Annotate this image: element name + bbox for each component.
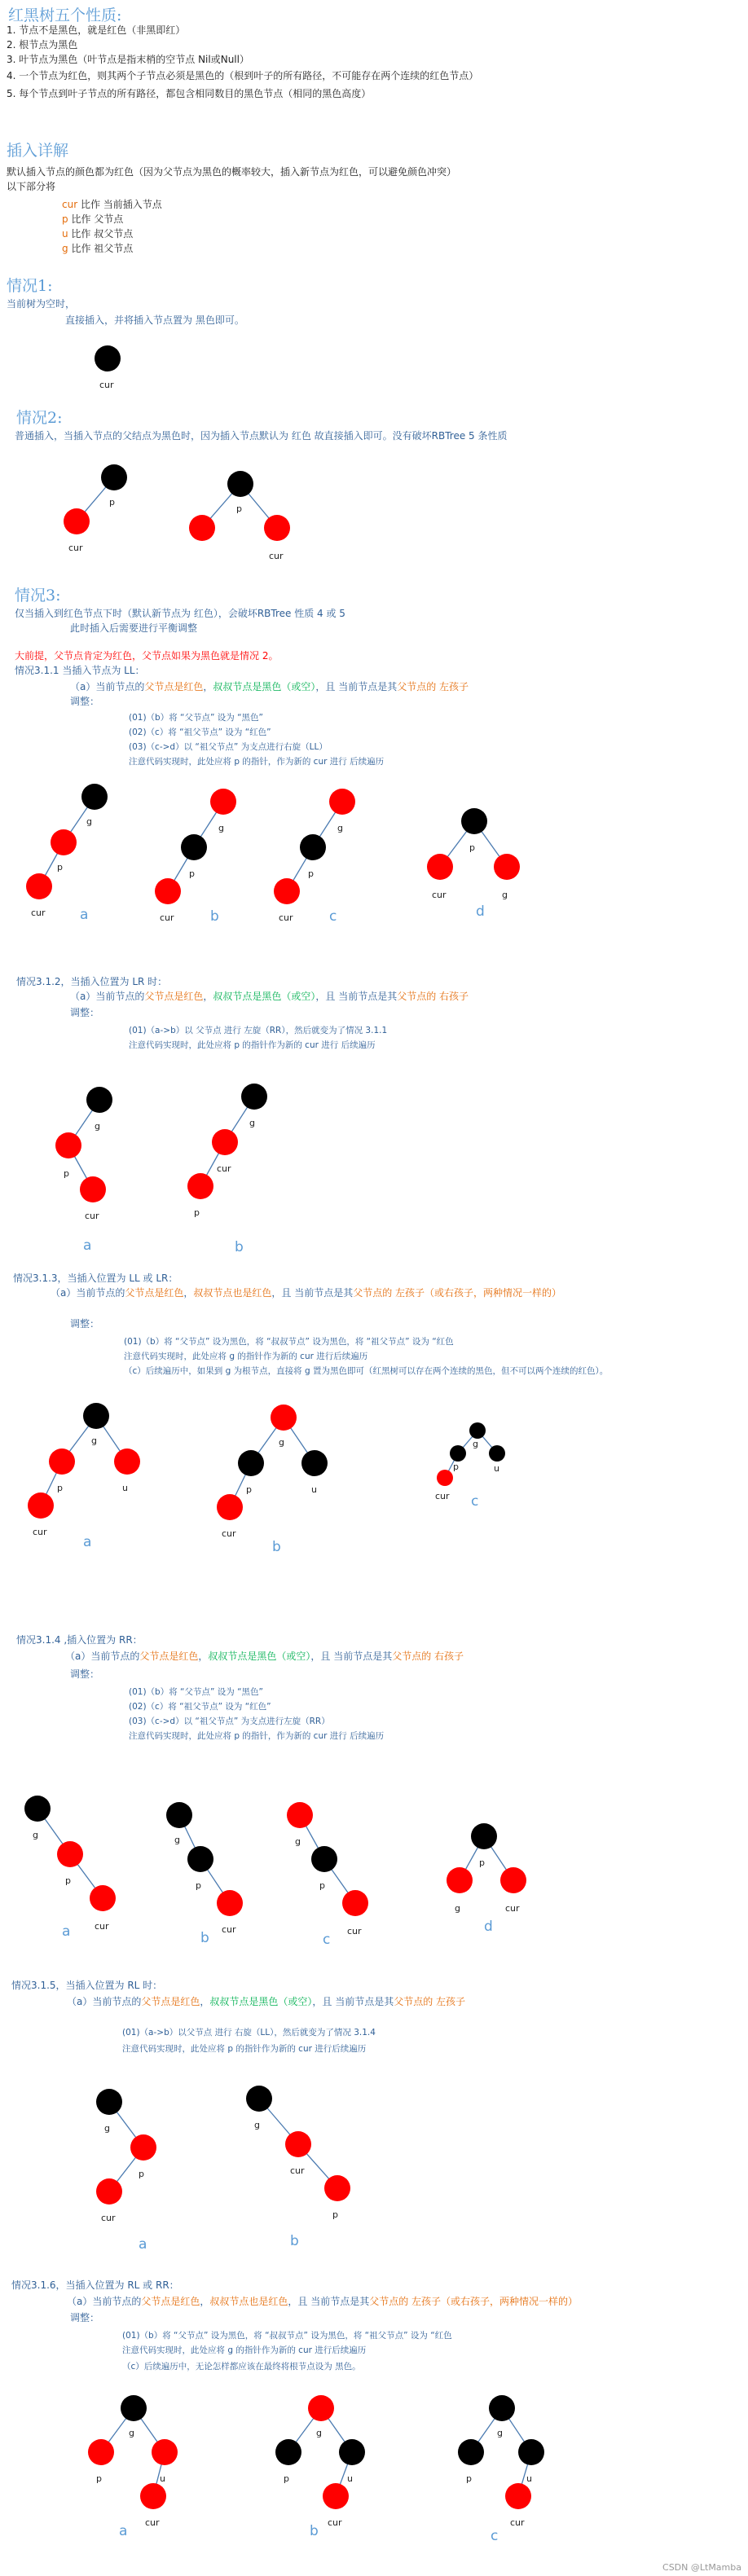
case2-tree-left [64,464,127,553]
node-label: u [311,1484,317,1495]
node-label: cur [101,2213,116,2223]
case1-line: 当前树为空时， [7,298,76,310]
tree-node [217,1890,243,1916]
case311-tree-c [274,789,355,925]
diagram-tag: a [83,1237,92,1254]
node-label: g [249,1118,255,1128]
case315-condition: （a）当前节点的父节点是红色，叔叔节点是黑色（或空），且 当前节点是其父节点的 左孩子 [67,1996,466,2007]
tree-node [227,471,253,497]
node-label: p [236,503,242,514]
node-label: cur [435,1491,450,1501]
case315-head: 情况3.1.5，当插入位置为 RL 时： [11,1980,163,1991]
property-item: 5. 每个节点到叶子节点的所有路径，都包含相同数目的黑色节点（相同的黑色高度） [7,88,372,99]
property-item: 3. 叶节点为黑色（叶节点是指末梢的空节点 Nil或Null） [7,54,249,65]
legend-item: p 比作 父节点 [62,213,124,225]
insert-line: 默认插入节点的颜色都为红色（因为父节点为黑色的概率较大，插入新节点为红色，可以避免颜色冲突） [7,166,457,178]
case312-step: (01)（a->b）以 父节点 进行 左旋（RR），然后就变为了情况 3.1.1 [129,1026,388,1035]
case313-note: 注意代码实现时，此处应将 g 的指针作为新的 cur 进行后续遍历 [124,1352,368,1361]
diagram-tag: a [80,907,89,923]
node-label: p [332,2209,338,2220]
node-label: g [174,1835,180,1845]
node-label: p [479,1857,485,1868]
tree-node [212,1129,238,1155]
case3-premise: 大前提，父节点肯定为红色，父节点如果为黑色就是情况 2。 [15,650,279,662]
tree-node [64,508,90,534]
node-label: p [453,1462,459,1472]
diagram-tag: c [323,1932,331,1948]
tree-node [308,2395,334,2421]
node-label: cur [160,912,174,923]
case316-tree-c [458,2395,544,2544]
case314-tree-a [24,1796,116,1940]
case316-tree-a [88,2395,178,2539]
case314-step: (01)（b）将 “父节点” 设为 “黑色” [129,1687,263,1697]
node-label: p [196,1880,201,1891]
case311-adjust-label: 调整： [70,696,100,707]
tree-node [96,2089,122,2115]
tree-node [489,1445,505,1462]
case313-tree-b [217,1404,328,1555]
diagram-tag: b [272,1539,281,1555]
case315-tree-b [246,2086,350,2249]
case314-adjust-label: 调整： [70,1668,100,1680]
tree-node [24,1796,51,1822]
case312-tree-b [187,1084,267,1255]
tree-node [80,1176,106,1202]
node-label: cur [145,2517,160,2528]
tree-node [238,1450,264,1476]
node-label: cur [432,890,447,900]
case312-head: 情况3.1.2，当插入位置为 LR 时： [16,976,168,987]
tree-node [81,784,108,810]
tree-node [271,1404,297,1431]
tree-node [323,2483,349,2509]
case311-tree-a [26,784,108,923]
node-label: cur [279,912,293,923]
case313-tree-a [28,1403,140,1550]
node-label: g [316,2428,322,2438]
case312-note: 注意代码实现时，此处应将 p 的指针作为新的 cur 进行 后续遍历 [129,1040,376,1050]
case313-condition: （a）当前节点的父节点是红色，叔叔节点也是红色，且 当前节点是其父节点的 左孩子（或右孩子，两种情况一样的） [51,1287,562,1299]
tree-node [101,464,127,490]
node-label: p [284,2473,289,2484]
tree-node [130,2134,156,2161]
node-label: p [246,1484,252,1495]
tree-node [301,1450,328,1476]
tree-node [26,873,52,899]
tree-node [489,2395,515,2421]
tree-node [427,854,453,880]
tree-node [339,2439,365,2465]
tree-node [152,2439,178,2465]
tree-node [275,2439,301,2465]
node-label: g [337,823,343,833]
node-label: g [104,2123,110,2134]
case311-condition: （a）当前节点的父节点是红色，叔叔节点是黑色（或空），且 当前节点是其父节点的 左孩子 [70,681,469,692]
tree-node [300,834,326,860]
case311-head: 情况3.1.1 当插入节点为 LL： [15,665,145,676]
tree-node [28,1492,54,1519]
node-label: p [189,868,195,879]
diagram-tag: b [235,1239,244,1255]
diagram-tag: d [484,1919,493,1935]
tree-node [96,2178,122,2205]
tree-node [274,878,300,904]
case316-tree-b [275,2395,365,2539]
node-label: g [295,1836,301,1847]
node-label: cur [68,543,83,553]
node-label: u [347,2473,353,2484]
node-label: g [473,1439,478,1449]
case311-note: 注意代码实现时，此处应将 p 的指针，作为新的 cur 进行 后续遍历 [129,757,385,767]
node-label: g [254,2120,260,2130]
node-label: p [109,497,115,508]
tree-node [189,515,215,541]
case3-line: 此时插入后需要进行平衡调整 [70,622,198,634]
tree-node [471,1823,497,1849]
tree-node [140,2483,166,2509]
tree-node [342,1890,368,1916]
tree-node [287,1802,313,1828]
diagram-tag: b [290,2233,299,2249]
tree-node [264,515,290,541]
node-label: cur [269,551,284,561]
node-label: cur [95,1921,109,1932]
tree-node [461,808,487,834]
property-item: 1. 节点不是黑色，就是红色（非黑即红） [7,24,186,36]
case316-condition: （a）当前节点的父节点是红色，叔叔节点也是红色，且 当前节点是其父节点的 左孩子（或右孩子，两种情况一样的） [67,2296,579,2307]
node-label: u [160,2473,165,2484]
tree-node [518,2439,544,2465]
tree-node [210,789,236,815]
node-label: p [466,2473,472,2484]
tree-node [469,1422,486,1439]
node-label: g [33,1830,38,1840]
tree-node [187,1173,213,1199]
tree-node [181,834,207,860]
tree-node [83,1403,109,1429]
property-item: 4. 一个节点为红色，则其两个子节点必须是黑色的（根到叶子的所有路径，不可能存在两个连续的红色节点） [7,70,479,81]
tree-node [447,1867,473,1893]
case2-line: 普通插入，当插入节点的父结点为黑色时，因为插入节点默认为 红色 故直接插入即可。没有破坏RBTree 5 条性质 [15,430,508,442]
node-label: g [86,816,92,827]
tree-node [324,2175,350,2201]
node-label: cur [328,2517,342,2528]
case314-head: 情况3.1.4 ,插入位置为 RR： [16,1634,143,1646]
case313-tree-c [435,1422,505,1510]
node-label: p [96,2473,102,2484]
case314-tree-b [166,1802,243,1946]
tree-node [95,345,121,371]
tree-node [458,2439,484,2465]
diagram-tag: d [476,903,485,920]
tree-node [155,878,181,904]
node-label: p [57,1483,63,1493]
case1-title: 情况1: [7,277,53,295]
tree-node [88,2439,114,2465]
node-label: u [122,1483,128,1493]
diagram-tag: a [119,2523,128,2539]
tree-node [55,1132,81,1158]
node-label: p [308,868,314,879]
node-label: p [319,1880,325,1891]
case316-head: 情况3.1.6，当插入位置为 RL 或 RR： [11,2279,179,2291]
tree-node [285,2131,311,2157]
properties-title: 红黑树五个性质: [8,7,122,24]
node-label: g [129,2428,134,2438]
diagram-tag: c [491,2528,499,2544]
case316-adjust-label: 调整： [70,2312,100,2323]
tree-node [51,829,77,855]
case1-line: 直接插入，并将插入节点置为 黑色即可。 [65,314,244,326]
case3-line: 仅当插入到红色节点下时（默认新节点为 红色），会破坏RBTree 性质 4 或 5 [15,608,345,619]
tree-node [450,1445,466,1462]
tree-node [187,1846,213,1872]
tree-node [166,1802,192,1828]
node-label: cur [99,380,114,390]
node-label: p [194,1207,200,1218]
case314-tree-d [447,1823,526,1935]
case312-condition: （a）当前节点的父节点是红色，叔叔节点是黑色（或空），且 当前节点是其父节点的 右孩子 [70,991,469,1002]
case311-tree-b [155,789,236,925]
tree-node [329,789,355,815]
node-label: p [469,842,475,853]
case313-step: (01)（b）将 “父节点” 设为黑色，将 “叔叔节点” 设为黑色，将 “祖父节点” 设为 “红色 [124,1337,454,1347]
case314-condition: （a）当前节点的父节点是红色，叔叔节点是黑色（或空），且 当前节点是其父节点的 右孩子 [65,1651,464,1662]
case311-step: (03)（c->d）以 “祖父节点” 为支点进行右旋（LL） [129,742,328,752]
case3-title: 情况3: [15,587,61,604]
node-label: u [494,1463,499,1474]
tree-node [90,1885,116,1911]
property-item: 2. 根节点为黑色 [7,39,78,51]
node-label: g [455,1903,460,1914]
node-label: g [279,1437,284,1448]
node-label: cur [222,1528,236,1539]
case312-adjust-label: 调整： [70,1007,100,1018]
case313-step: （c）后续遍历中，如果到 g 为根节点，直接将 g 置为黑色即可（红黑树可以存在两个连续的黑色，但不可以两个连续的红色）。 [124,1366,609,1376]
insert-line: 以下部分将 [7,181,56,192]
diagram-tag: b [200,1930,209,1946]
node-label: p [57,862,63,873]
case316-note: 注意代码实现时，此处应将 g 的指针作为新的 cur 进行后续遍历 [122,2345,367,2355]
case316-step: (01)（b）将 “父节点” 设为黑色，将 “叔叔节点” 设为黑色，将 “祖父节点” 设为 “红色 [122,2331,452,2341]
tree-node [57,1841,83,1867]
diagram-tag: c [471,1493,479,1510]
tree-node [494,854,520,880]
case1-tree [95,345,121,390]
node-label: u [526,2473,532,2484]
node-label: g [502,890,508,900]
footer-watermark: CSDN @LtMamba [662,2562,741,2573]
node-label: g [218,823,224,833]
case314-tree-c [287,1802,368,1948]
legend-item: g 比作 祖父节点 [62,243,134,254]
case315-note: 注意代码实现时，此处应将 p 的指针作为新的 cur 进行后续遍历 [122,2044,367,2054]
diagram-tag: a [139,2236,147,2253]
case314-step: (03)（c->d）以 “祖父节点” 为支点进行左旋（RR） [129,1717,330,1726]
tree-node [49,1448,75,1475]
node-label: cur [290,2165,305,2176]
node-label: g [91,1435,97,1446]
tree-node [217,1494,243,1520]
case2-tree-right [189,471,290,561]
node-label: cur [510,2517,525,2528]
case315-tree-a [96,2089,156,2253]
node-label: cur [33,1527,47,1537]
case311-step: (02)（c）将 “祖父节点” 设为 “红色” [129,728,271,737]
tree-node [246,2086,272,2112]
diagram-tag: a [62,1923,71,1940]
node-label: p [64,1168,69,1179]
tree-node [505,2483,531,2509]
node-label: cur [347,1926,362,1936]
diagram-tag: a [83,1534,92,1550]
tree-node [437,1470,453,1486]
node-label: cur [217,1163,231,1174]
case316-step: （c）后续遍历中，无论怎样都应该在最终将根节点设为 黑色。 [122,2362,361,2372]
tree-node [241,1084,267,1110]
case313-head: 情况3.1.3，当插入位置为 LL 或 LR： [13,1273,178,1284]
legend-item: cur 比作 当前插入节点 [62,199,162,210]
node-label: cur [85,1211,99,1221]
tree-node [311,1846,337,1872]
tree-node [86,1087,112,1113]
case2-title: 情况2: [16,409,63,427]
case315-step: (01)（a->b）以父节点 进行 右旋（LL），然后就变为了情况 3.1.4 [122,2028,376,2038]
case313-adjust-label: 调整： [70,1318,100,1330]
case314-note: 注意代码实现时，此处应将 p 的指针，作为新的 cur 进行 后续遍历 [129,1731,385,1741]
node-label: g [95,1121,100,1132]
node-label: g [497,2428,503,2438]
node-label: p [139,2169,144,2179]
node-label: p [65,1875,71,1886]
diagram-tag: c [329,908,337,925]
legend-item: u 比作 叔父节点 [62,228,134,240]
diagram-tag: b [210,908,219,925]
insert-title: 插入详解 [7,142,69,160]
case311-tree-d [427,808,520,920]
tree-node [500,1867,526,1893]
node-label: cur [222,1924,236,1935]
node-label: cur [505,1903,520,1914]
tree-node [114,1448,140,1475]
node-label: cur [31,908,46,918]
case312-tree-a [55,1087,112,1254]
tree-node [121,2395,147,2421]
case311-step: (01)（b）将 “父节点” 设为 “黑色” [129,713,263,723]
case314-step: (02)（c）将 “祖父节点” 设为 “红色” [129,1702,271,1712]
diagram-tag: b [310,2523,319,2539]
